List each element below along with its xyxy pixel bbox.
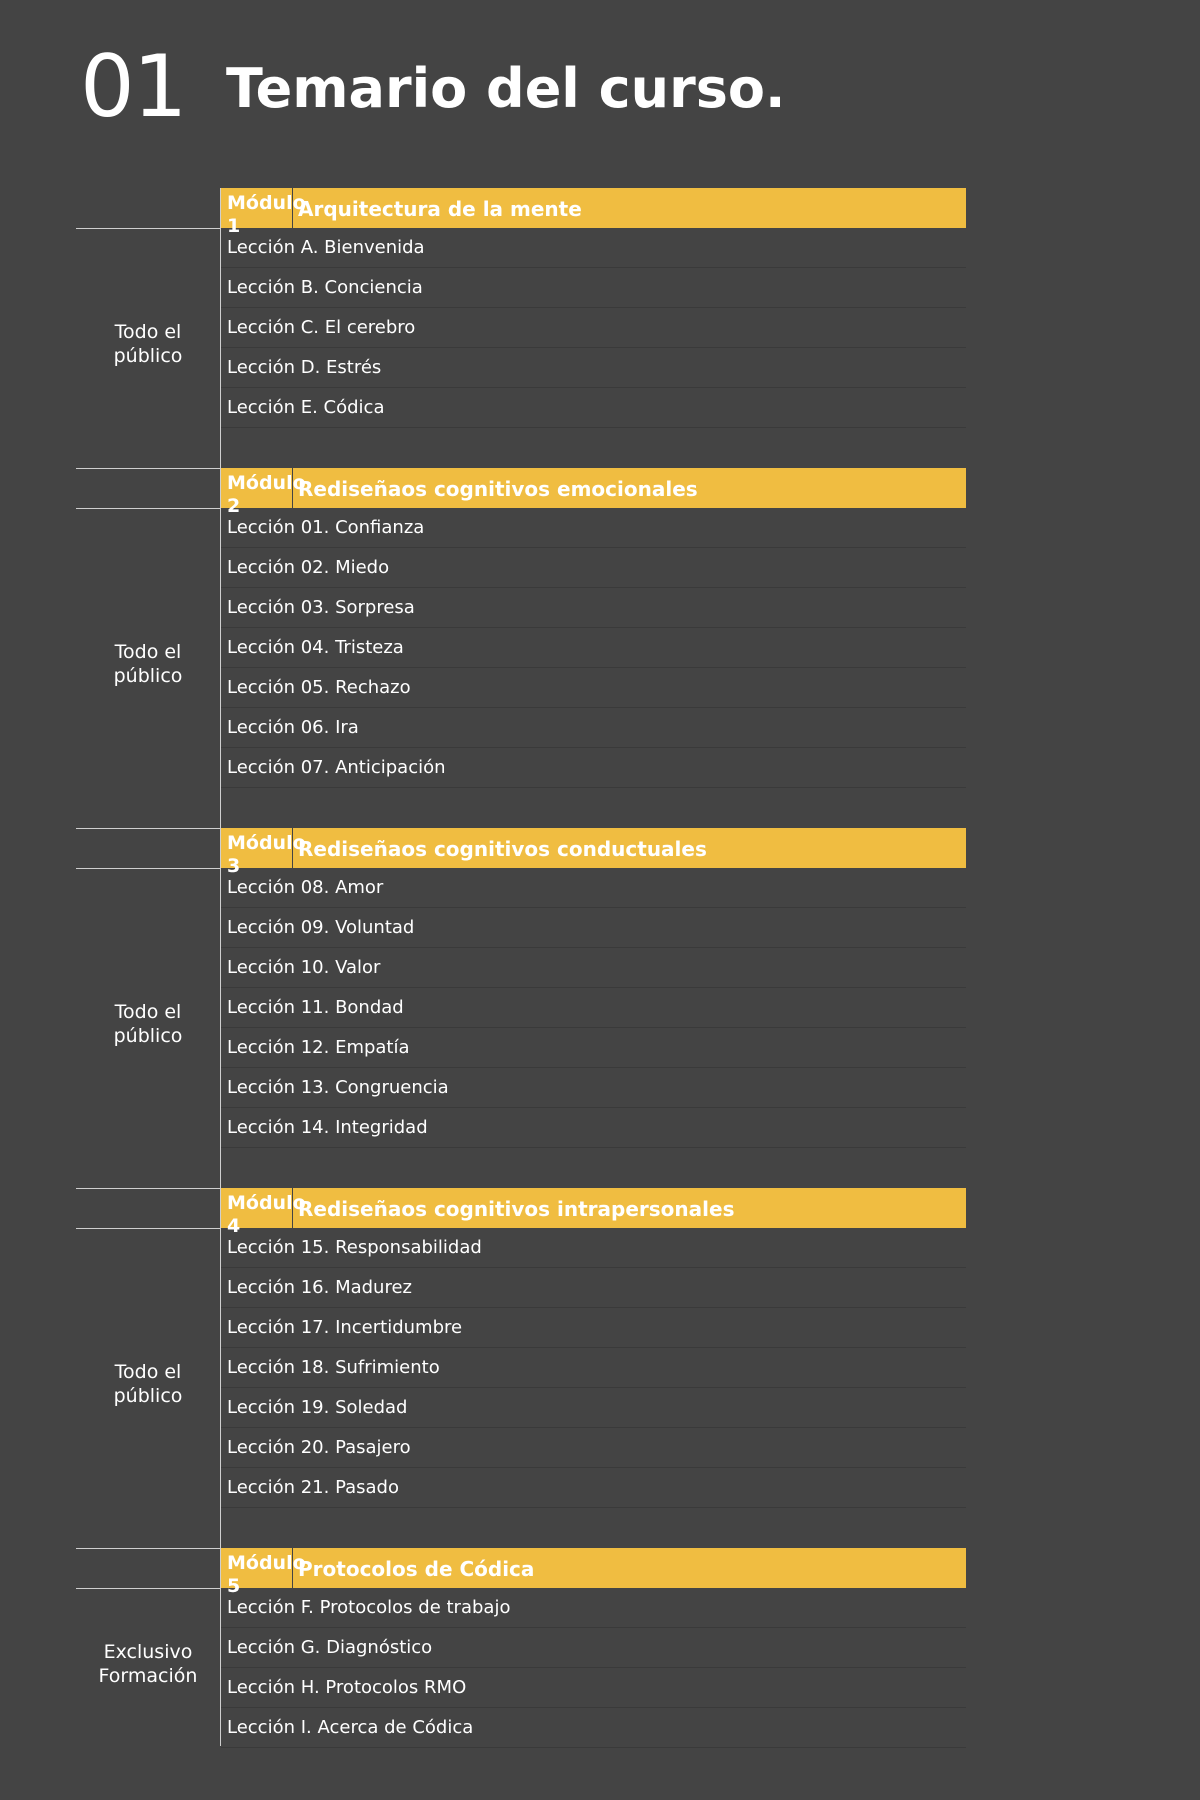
module-header [221, 1548, 966, 1597]
lesson-label: Lección D. Estrés [227, 357, 382, 378]
module-header [221, 188, 966, 237]
lesson-label: Lección 01. Confianza [227, 517, 425, 538]
lesson-label: Lección H. Protocolos RMO [227, 1677, 467, 1698]
lesson-item [221, 588, 966, 628]
lesson-item [221, 1588, 966, 1628]
lesson-item [221, 1708, 966, 1748]
module-tag: Módulo 3 [221, 828, 293, 868]
lesson-item [221, 1108, 966, 1148]
audience-divider [76, 868, 221, 869]
module-title: Rediseñaos cognitivos intrapersonales [298, 1197, 735, 1221]
lesson-label: Lección 21. Pasado [227, 1477, 399, 1498]
module-tag: Módulo 1 [221, 188, 293, 228]
lesson-item [221, 1348, 966, 1388]
lesson-item [221, 1628, 966, 1668]
lesson-item [221, 988, 966, 1028]
module-header [221, 828, 966, 877]
module-header [221, 1188, 966, 1237]
lesson-item [221, 388, 966, 428]
audience-divider [76, 468, 221, 469]
lesson-label: Lección 14. Integridad [227, 1117, 428, 1138]
audience-label [78, 640, 218, 688]
audience-label-line: Todo el [114, 321, 182, 343]
audience-divider [76, 508, 221, 509]
lesson-label: Lección 09. Voluntad [227, 917, 415, 938]
audience-label-line: Todo el [114, 641, 182, 663]
lesson-item [221, 868, 966, 908]
lesson-label: Lección 15. Responsabilidad [227, 1237, 482, 1258]
audience-divider [76, 828, 221, 829]
audience-label-line: público [113, 1025, 183, 1047]
lesson-item [221, 1308, 966, 1348]
lesson-item [221, 1228, 966, 1268]
lesson-label: Lección 08. Amor [227, 877, 384, 898]
lesson-item [221, 1668, 966, 1708]
lesson-item [221, 1028, 966, 1068]
lesson-item [221, 908, 966, 948]
lesson-item [221, 1268, 966, 1308]
lesson-label: Lección 10. Valor [227, 957, 381, 978]
lesson-item [221, 708, 966, 748]
lesson-label: Lección A. Bienvenida [227, 237, 425, 258]
page-title: Temario del curso. [226, 57, 786, 120]
module-title: Protocolos de Códica [298, 1557, 535, 1581]
lesson-label: Lección 05. Rechazo [227, 677, 411, 698]
lesson-item [221, 948, 966, 988]
module-title: Rediseñaos cognitivos emocionales [298, 477, 698, 501]
lesson-item [221, 1388, 966, 1428]
lesson-item [221, 228, 966, 268]
audience-label-line: Todo el [114, 1001, 182, 1023]
audience-divider [76, 1228, 221, 1229]
audience-label-line: Exclusivo [103, 1641, 193, 1663]
lesson-label: Lección 06. Ira [227, 717, 359, 738]
lesson-label: Lección 04. Tristeza [227, 637, 404, 658]
audience-label [78, 1000, 218, 1048]
lesson-item [221, 308, 966, 348]
lesson-label: Lección 12. Empatía [227, 1037, 410, 1058]
lesson-item [221, 1428, 966, 1468]
audience-label [78, 320, 218, 368]
module-header [221, 468, 966, 517]
audience-label [78, 1640, 218, 1688]
audience-label [78, 1360, 218, 1408]
lesson-item [221, 668, 966, 708]
module-tag: Módulo 4 [221, 1188, 293, 1228]
module-title: Arquitectura de la mente [298, 197, 582, 221]
lesson-label: Lección C. El cerebro [227, 317, 416, 338]
lesson-item [221, 348, 966, 388]
audience-divider [76, 228, 221, 229]
lesson-label: Lección F. Protocolos de trabajo [227, 1597, 511, 1618]
module-title: Rediseñaos cognitivos conductuales [298, 837, 707, 861]
lesson-label: Lección 03. Sorpresa [227, 597, 415, 618]
lesson-item [221, 1068, 966, 1108]
section-number: 01 [80, 37, 186, 137]
module-tag: Módulo 5 [221, 1548, 293, 1588]
audience-label-line: Todo el [114, 1361, 182, 1383]
lesson-label: Lección 18. Sufrimiento [227, 1357, 440, 1378]
lesson-label: Lección 16. Madurez [227, 1277, 412, 1298]
lesson-item [221, 268, 966, 308]
lesson-item [221, 548, 966, 588]
audience-label-line: público [113, 1385, 183, 1407]
lesson-label: Lección 13. Congruencia [227, 1077, 449, 1098]
module-tag: Módulo 2 [221, 468, 293, 508]
audience-label-line: público [113, 665, 183, 687]
lesson-label: Lección 17. Incertidumbre [227, 1317, 463, 1338]
lesson-label: Lección I. Acerca de Códica [227, 1717, 474, 1738]
lesson-item [221, 508, 966, 548]
lesson-item [221, 628, 966, 668]
lesson-label: Lección 19. Soledad [227, 1397, 408, 1418]
lesson-label: Lección E. Códica [227, 397, 385, 418]
audience-divider [76, 1188, 221, 1189]
audience-label-line: público [113, 345, 183, 367]
audience-divider [76, 1588, 221, 1589]
audience-label-line: Formación [98, 1665, 198, 1687]
lesson-label: Lección G. Diagnóstico [227, 1637, 433, 1658]
lesson-label: Lección 11. Bondad [227, 997, 404, 1018]
lesson-item [221, 748, 966, 788]
lesson-label: Lección 02. Miedo [227, 557, 390, 578]
lesson-label: Lección 07. Anticipación [227, 757, 446, 778]
lesson-label: Lección 20. Pasajero [227, 1437, 411, 1458]
lesson-item [221, 1468, 966, 1508]
audience-divider [76, 1548, 221, 1549]
lesson-label: Lección B. Conciencia [227, 277, 423, 298]
